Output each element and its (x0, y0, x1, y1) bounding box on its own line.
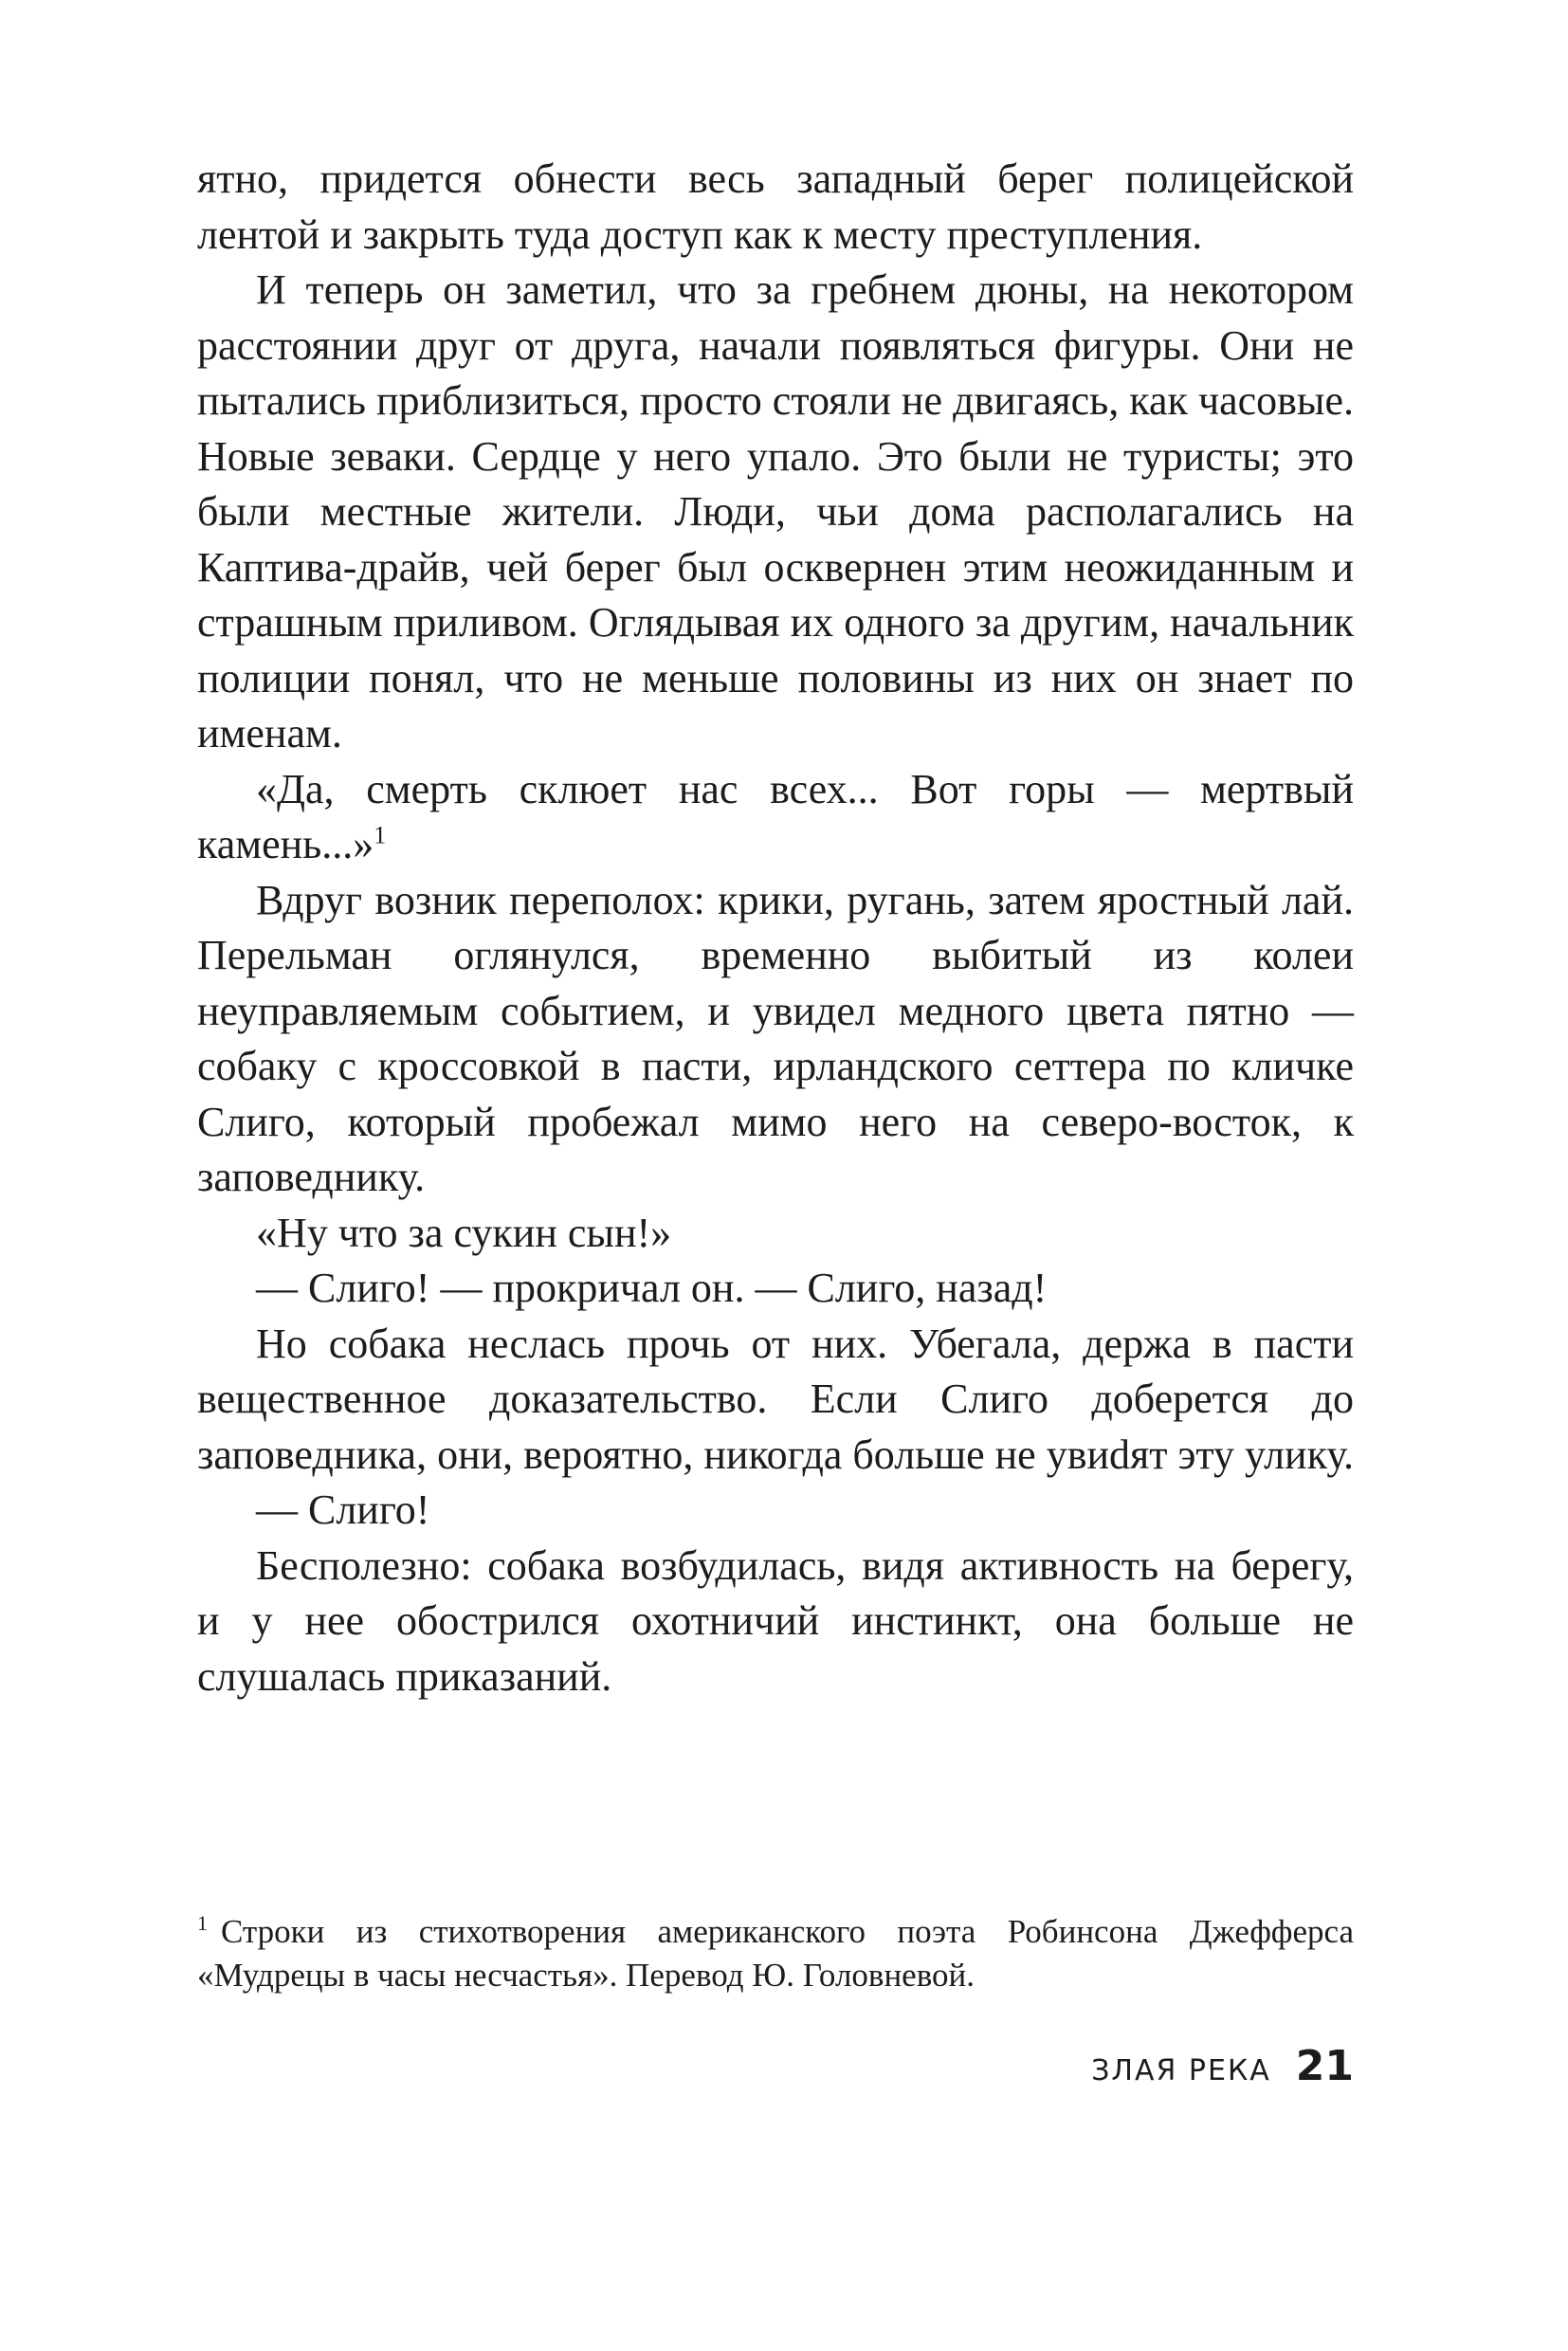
paragraph-4: Вдруг возник переполох: крики, ругань, затем яростный лай. Перельман оглянулся, временно выбитый из колеи неуправляемым событием, и увидел медного цвета пятно — собаку с кроссовкой в пасти, ирландского сеттера по кличке Слиго, который пробежал мимо него на северо-восток, к заповеднику. (197, 876, 1354, 1200)
paragraph-7: Но собака неслась прочь от них. Убегала, держа в пасти вещественное доказательство. Если Слиго доберется до заповедника, они, вероятно, никогда больше не увиdят эту улику. (197, 1320, 1354, 1478)
paragraph-2: И теперь он заметил, что за гребнем дюны, на некотором расстоянии друг от друга, начали появляться фигуры. Они не пытались приблизиться, просто стояли не двигаясь, как часовые. Новые зеваки. Сердце у него упало. Это были не туристы; это были местные жители. Люди, чьи дома располагались на Каптива-драйв, чей берег был осквернен этим неожиданным и страшным приливом. Оглядывая их одного за другим, начальник полиции понял, что не меньше половины из них он знает по именам. (197, 266, 1354, 756)
book-page (197, 152, 1354, 2237)
footnote-reference[interactable]: 1 (374, 821, 387, 849)
footnote-marker: 1 (197, 1911, 208, 1936)
page-footer (1091, 2042, 1354, 2090)
paragraph-1: ятно, придется обнести весь западный берег полицейской лентой и закрыть туда доступ как к месту преступления. (197, 155, 1354, 258)
running-title: ЗЛАЯ РЕКА (1091, 2054, 1271, 2087)
paragraph-6-dialogue: — Слиго! — прокричал он. — Слиго, назад! (256, 1265, 1048, 1311)
footnote-text: Строки из стихотворения американского поэта Робинсона Джефферса «Мудрецы в часы несчастья». Перевод Ю. Головневой. (197, 1913, 1354, 1994)
quote-text: «Да, смерть склюет нас всех... Вот горы — мертвый камень...» (197, 765, 1354, 867)
paragraph-8-dialogue: — Слиго! (256, 1486, 430, 1533)
paragraph-9: Бесполезно: собака возбудилась, видя активность на берегу, и у нее обострился охотничий инстинкт, она больше не слушалась приказаний. (197, 1541, 1354, 1700)
footnote (197, 1910, 1354, 1997)
page-number: 21 (1295, 2042, 1354, 2090)
body-text (197, 152, 1354, 1704)
paragraph-5: «Ну что за сукин сын!» (256, 1209, 672, 1256)
paragraph-3-quote (197, 762, 1354, 873)
